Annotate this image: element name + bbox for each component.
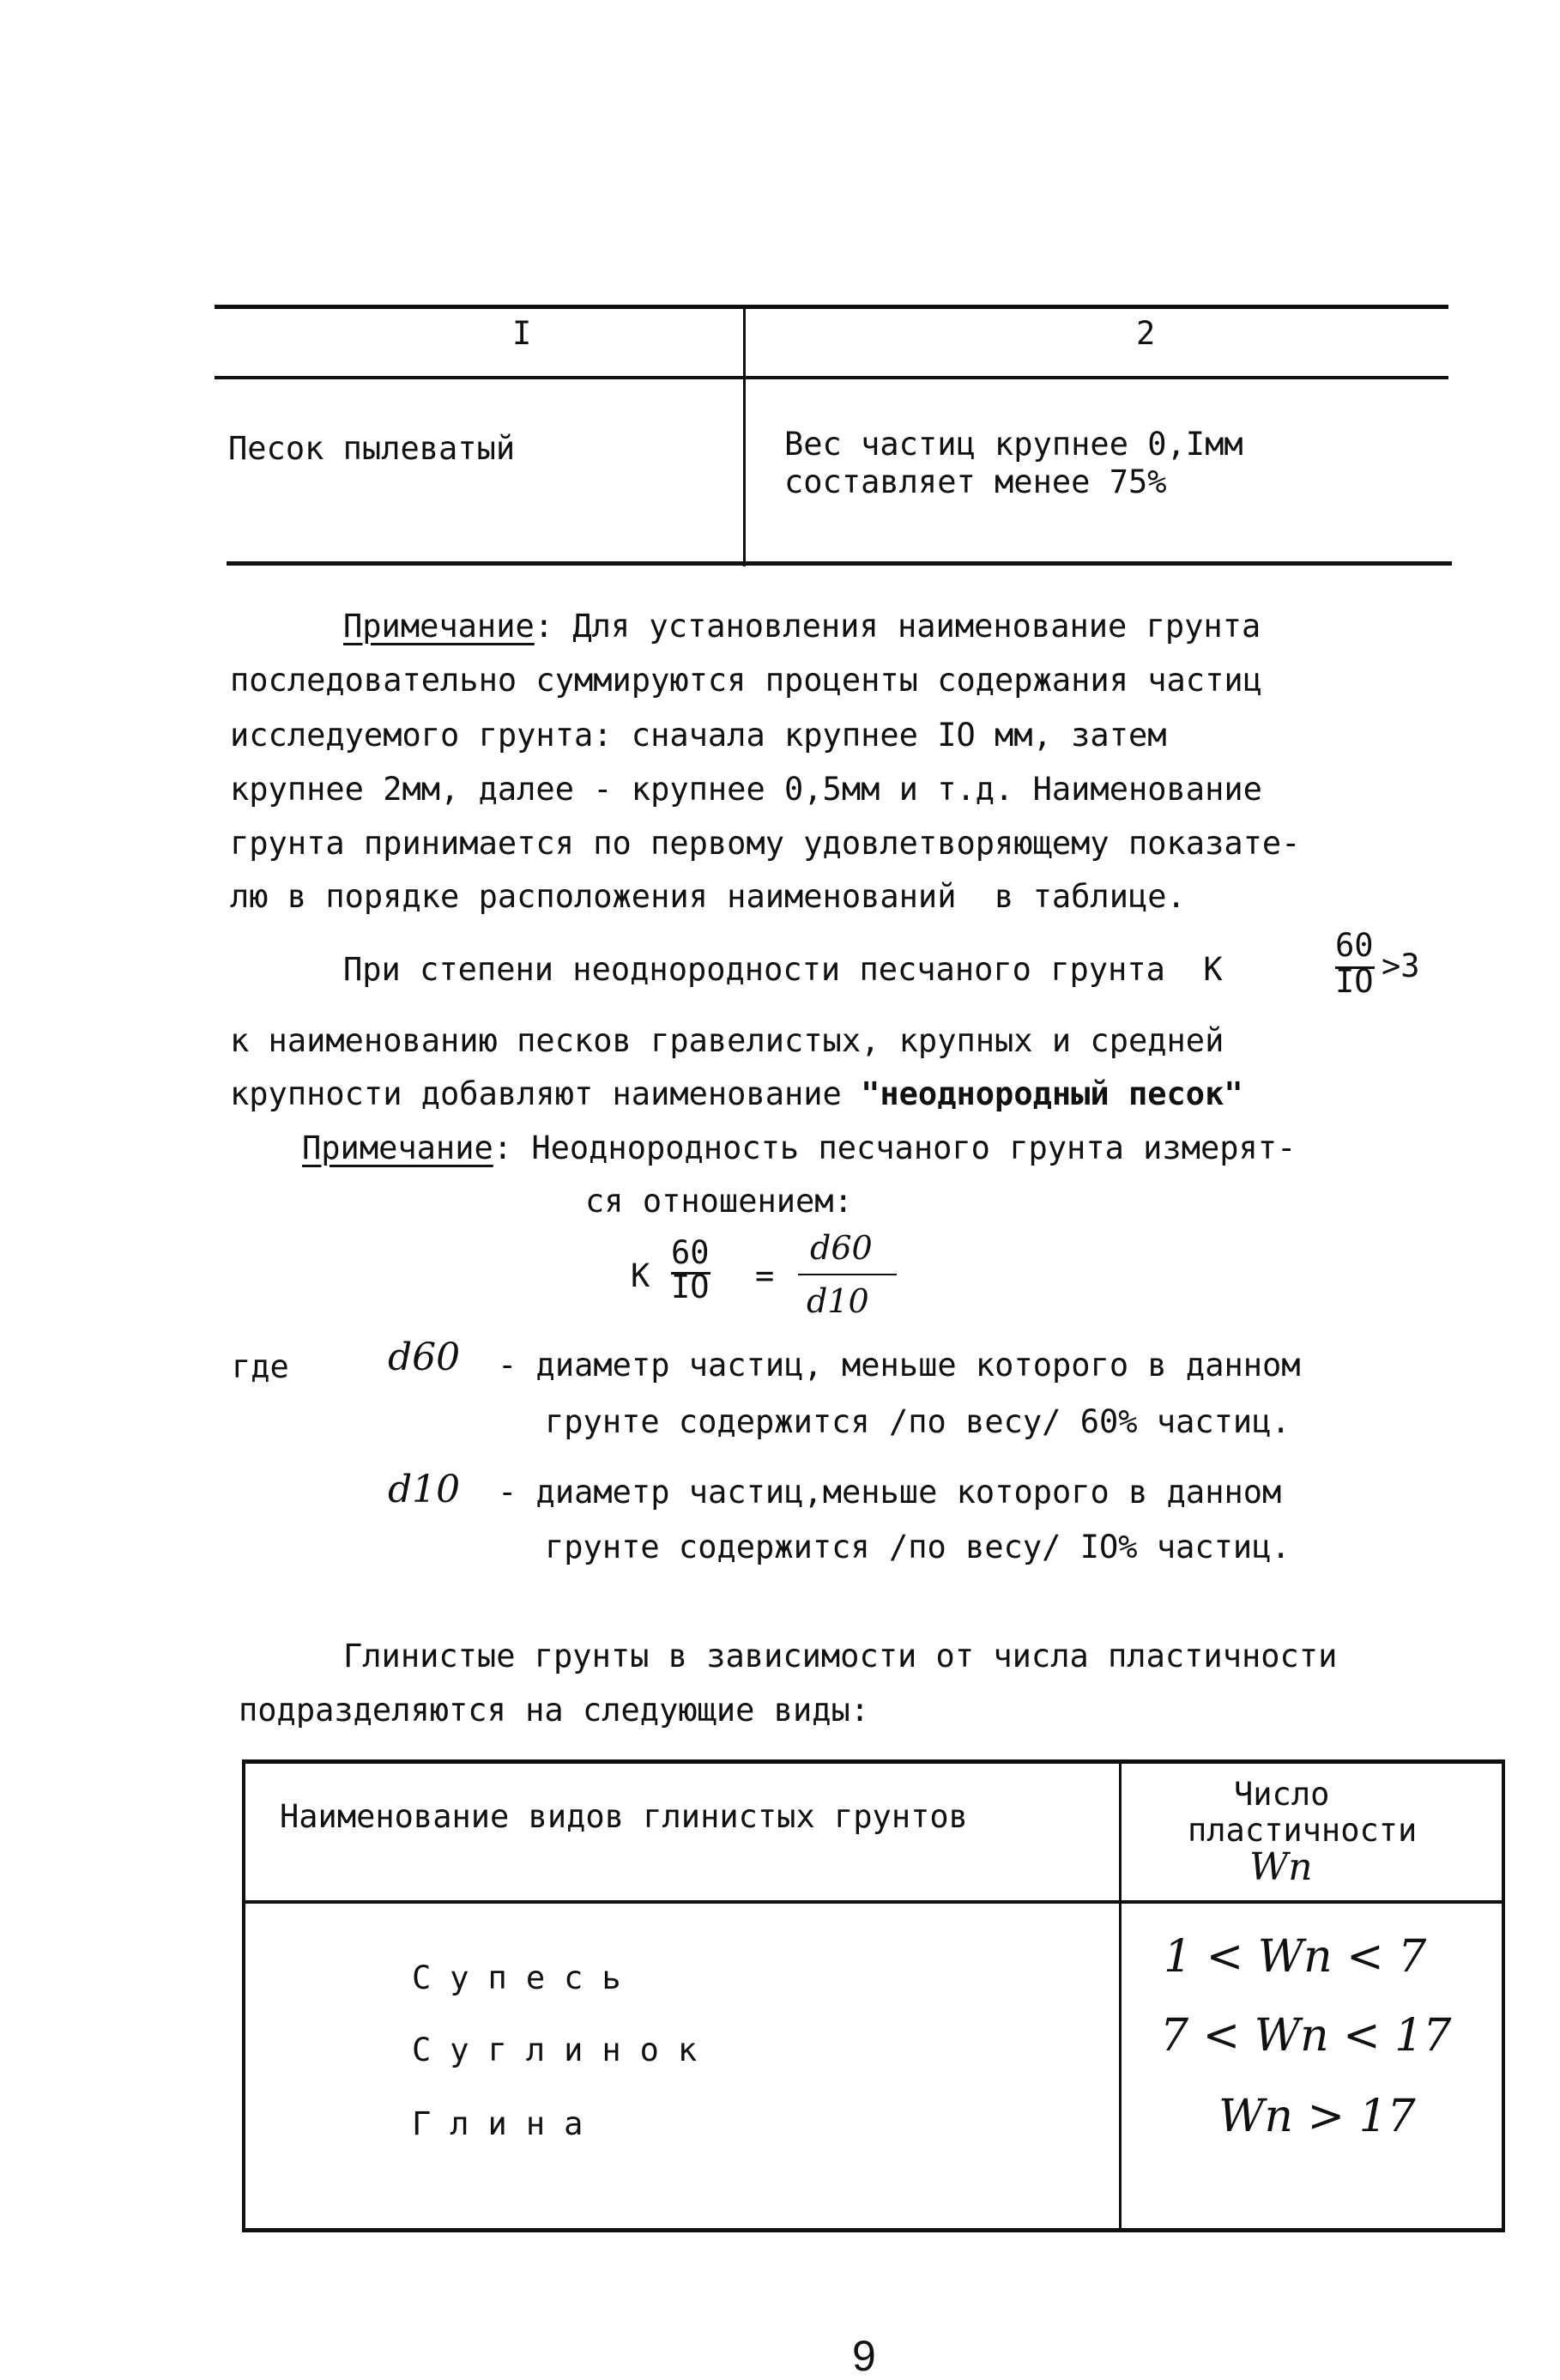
d10-symbol: d10 [388, 1468, 461, 1511]
table2-column-divider [1119, 1759, 1122, 2232]
formula-equals: = [755, 1257, 775, 1294]
definitions-where: где [232, 1348, 289, 1385]
heterogeneity-line2: к наименованию песков гравелистых, крупных и средней [230, 1022, 1224, 1059]
page-number: 9 [852, 2332, 876, 2380]
note1-label: Примечание [343, 608, 535, 645]
formula-k: К [631, 1257, 650, 1294]
heterogeneity-k-top: 60 [1335, 927, 1374, 964]
note1-line6: лю в порядке расположения наименований в таблице. [230, 878, 1186, 915]
note1-line1-text: : Для установления наименование грунта [534, 608, 1261, 645]
note2-label: Примечание [302, 1129, 493, 1166]
heterogeneity-k-bottom: IO [1335, 963, 1374, 1000]
table1-header-col1: I [512, 315, 532, 352]
table1-row-name: Песок пылеватый [228, 430, 516, 467]
heterogeneity-line3-text: крупности добавляют наименование [230, 1075, 862, 1112]
table2-row-suglinok: Суглинок [412, 2032, 717, 2068]
note1-line3: исследуемого грунта: сначала крупнее IO мм, затем [230, 717, 1167, 754]
heterogeneity-line1: При степени неоднородности песчаного грунта К [343, 951, 1223, 988]
table2-header-rule [242, 1900, 1505, 1904]
table2-header-number-symbol: Wп [1249, 1845, 1313, 1889]
table2-row-glina-range: Wп > 17 [1218, 2091, 1416, 2142]
heterogeneity-term: "неоднородный песок" [861, 1075, 1243, 1112]
table2-right-border [1502, 1759, 1505, 2232]
note1-line1 [343, 605, 1261, 648]
note1-line5: грунта принимается по первому удовлетворяющему показате- [230, 825, 1301, 862]
table2-row-suglinok-range: 7 < Wп < 17 [1160, 2010, 1452, 2062]
note1-line2: последовательно суммируются проценты содержания частиц [230, 662, 1262, 699]
table1-bottom-rule [227, 561, 1452, 566]
table1-top-rule [215, 305, 1448, 309]
d60-line2: грунте содержится /по весу/ 60% частиц. [545, 1403, 1291, 1440]
note2-line1-text: : Неоднородность песчаного грунта измерят- [493, 1129, 1297, 1166]
table2-row-glina: Глина [412, 2105, 602, 2142]
clay-intro-line1: Глинистые грунты в зависимости от числа пластичности [343, 1638, 1338, 1674]
d60-line1: - диаметр частиц, меньше которого в данном [498, 1347, 1301, 1384]
heterogeneity-gt3: >3 [1382, 948, 1420, 984]
table1-row-criterion-line1: Вес частиц крупнее 0,Iмм [784, 426, 1243, 463]
clay-intro-line2: подразделяются на следующие виды: [239, 1692, 870, 1729]
formula-fraction-bar [798, 1274, 897, 1275]
table2-header-number-line2: пластичности [1188, 1812, 1418, 1849]
d10-line1: - диаметр частиц,меньше которого в данном [498, 1474, 1282, 1511]
note2-line1 [302, 1127, 1296, 1170]
table1-header-col2: 2 [1136, 315, 1156, 352]
table2-top-rule [242, 1759, 1505, 1764]
formula-k-bottom: IO [671, 1269, 710, 1305]
note1-line4: крупнее 2мм, далее - крупнее 0,5мм и т.д. Наименование [230, 771, 1262, 808]
table2-bottom-rule [242, 2228, 1505, 2232]
formula-numerator: d60 [810, 1229, 873, 1267]
table2-row-supes-range: 1 < Wп < 7 [1164, 1931, 1427, 1983]
note2-line2: ся отношением: [585, 1183, 853, 1220]
table2-row-supes: Супесь [412, 1959, 640, 1996]
formula-k-top: 60 [671, 1234, 710, 1271]
d10-line2: грунте содержится /по весу/ IO% частиц. [545, 1529, 1291, 1565]
table1-column-divider [743, 307, 746, 566]
heterogeneity-line3 [230, 1073, 1243, 1116]
table1-row-criterion-line2: составляет менее 75% [784, 463, 1167, 500]
formula-denominator: d10 [807, 1282, 869, 1320]
table2-left-border [242, 1759, 245, 2232]
table2-header-name: Наименование видов глинистых грунтов [280, 1798, 968, 1835]
table1-header-rule [215, 376, 1448, 379]
table2-header-number-line1: Число [1234, 1776, 1330, 1813]
d60-symbol: d60 [388, 1335, 461, 1379]
